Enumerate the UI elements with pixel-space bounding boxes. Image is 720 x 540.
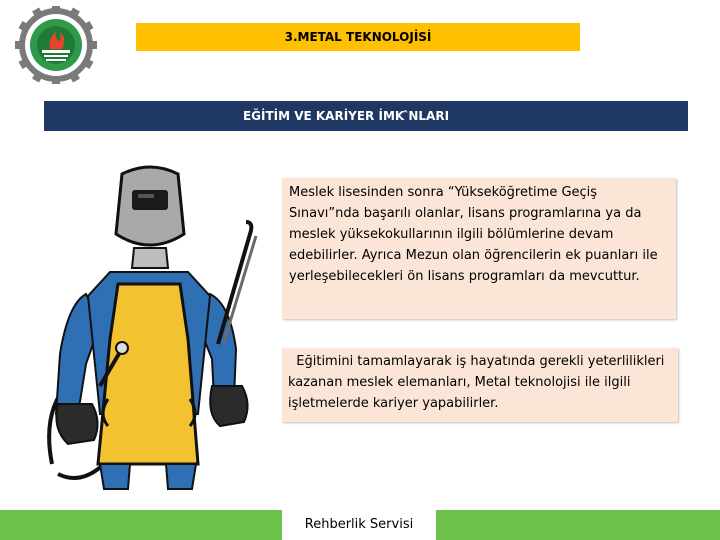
footer-bar (0, 510, 720, 540)
paragraph-career: Eğitimini tamamlayarak iş hayatında gerekli yeterlilikleri kazanan meslek elemanları, Metal teknolojisi ile ilgili işletmelerde kariyer yapabilirler. (288, 354, 669, 411)
text-box-education (282, 178, 676, 319)
welder-icon (38, 164, 278, 494)
footer-label: Rehberlik Servisi (282, 510, 436, 540)
paragraph-education: Meslek lisesinden sonra “Yükseköğretime Geçiş Sınavı”nda başarılı olanlar, lisans programlarına ya da meslek yüksekokullarının ilgili bölümlerine devam edebilirler. Ayrıca Mezun olan öğrencilerin ek puanları ile yerleşebilecekleri ön lisans programları da mevcuttur. (289, 185, 658, 284)
text-box-career (282, 348, 678, 422)
school-emblem-icon (6, 6, 124, 84)
section-title: EĞİTİM VE KARİYER İMK ̂NLARI (44, 101, 688, 131)
page-title: 3.METAL TEKNOLOJİSİ (136, 23, 580, 51)
